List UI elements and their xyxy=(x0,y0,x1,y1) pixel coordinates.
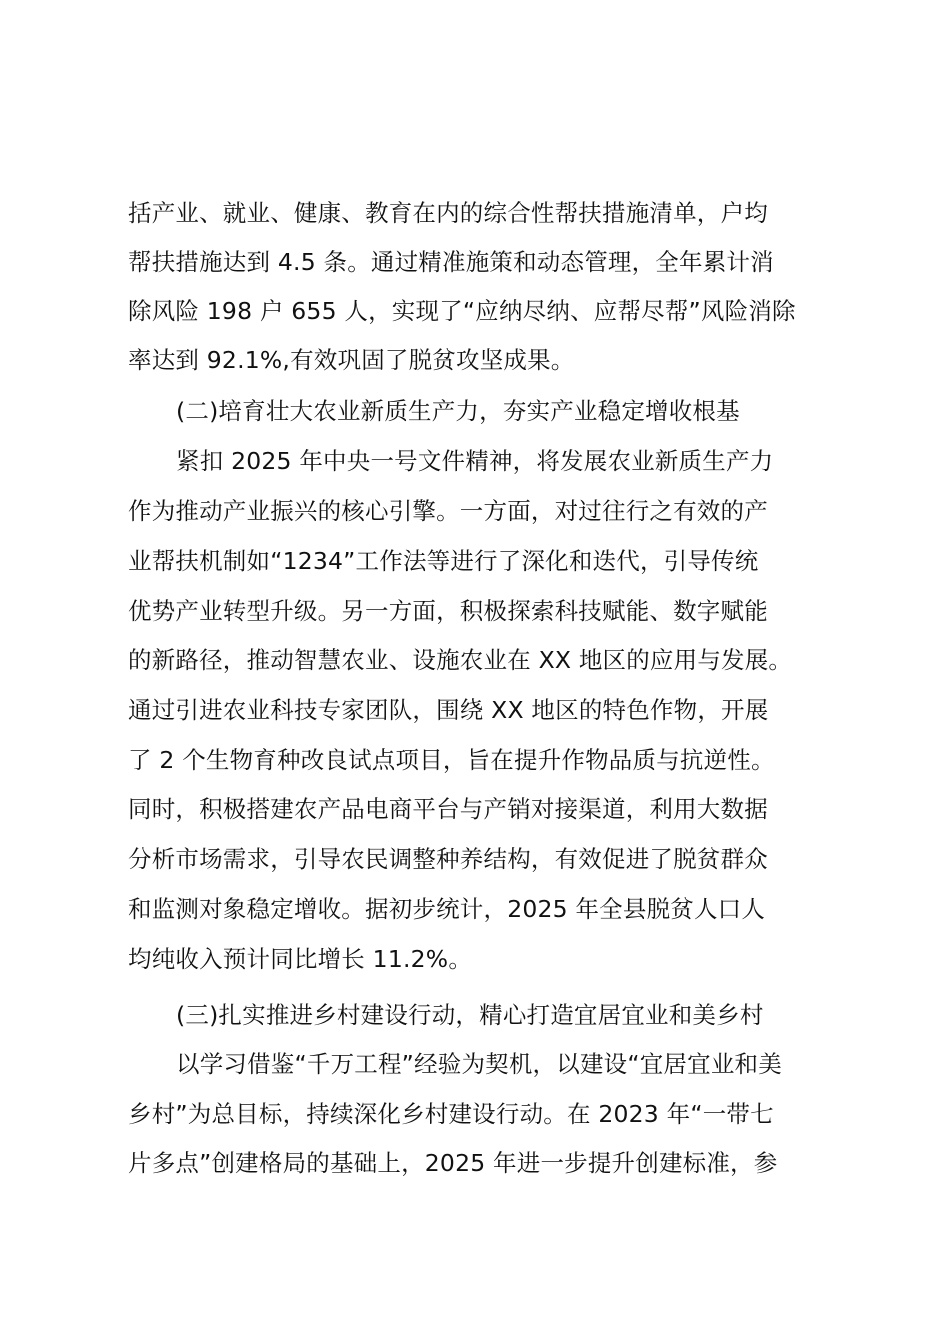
paragraph-line: 作为推动产业振兴的核心引擎。一方面，对过往行之有效的产 xyxy=(128,497,768,525)
paragraph-line: 除风险 198 户 655 人，实现了“应纳尽纳、应帮尽帮”风险消除 xyxy=(128,297,796,325)
paragraph-line: 优势产业转型升级。另一方面，积极探索科技赋能、数字赋能 xyxy=(128,597,768,625)
paragraph-line: 的新路径，推动智慧农业、设施农业在 XX 地区的应用与发展。 xyxy=(128,646,793,674)
paragraph-line: 同时，积极搭建农产品电商平台与产销对接渠道，利用大数据 xyxy=(128,795,768,823)
paragraph-line: 了 2 个生物育种改良试点项目，旨在提升作物品质与抗逆性。 xyxy=(128,746,775,774)
paragraph-line: 帮扶措施达到 4.5 条。通过精准施策和动态管理，全年累计消 xyxy=(128,248,774,276)
paragraph-line: 和监测对象稳定增收。据初步统计，2025 年全县脱贫人口人 xyxy=(128,895,766,923)
paragraph-line: 括产业、就业、健康、教育在内的综合性帮扶措施清单，户均 xyxy=(128,199,768,227)
paragraph-line: 紧扣 2025 年中央一号文件精神，将发展农业新质生产力 xyxy=(176,447,774,475)
section-heading-3: (三)扎实推进乡村建设行动，精心打造宜居宜业和美乡村 xyxy=(176,1001,764,1029)
paragraph-line: 均纯收入预计同比增长 11.2%。 xyxy=(128,945,473,973)
paragraph-line: 通过引进农业科技专家团队，围绕 XX 地区的特色作物，开展 xyxy=(128,696,769,724)
paragraph-line: 业帮扶机制如“1234”工作法等进行了深化和迭代，引导传统 xyxy=(128,547,759,575)
paragraph-line: 分析市场需求，引导农民调整种养结构，有效促进了脱贫群众 xyxy=(128,845,768,873)
paragraph-line: 乡村”为总目标，持续深化乡村建设行动。在 2023 年“一带七 xyxy=(128,1100,774,1128)
paragraph-line: 以学习借鉴“千万工程”经验为契机，以建设“宜居宜业和美 xyxy=(176,1050,782,1078)
paragraph-line: 片多点”创建格局的基础上，2025 年进一步提升创建标准，参 xyxy=(128,1149,778,1177)
paragraph-line: 率达到 92.1%,有效巩固了脱贫攻坚成果。 xyxy=(128,346,575,374)
section-heading-2: (二)培育壮大农业新质生产力，夯实产业稳定增收根基 xyxy=(176,397,740,425)
